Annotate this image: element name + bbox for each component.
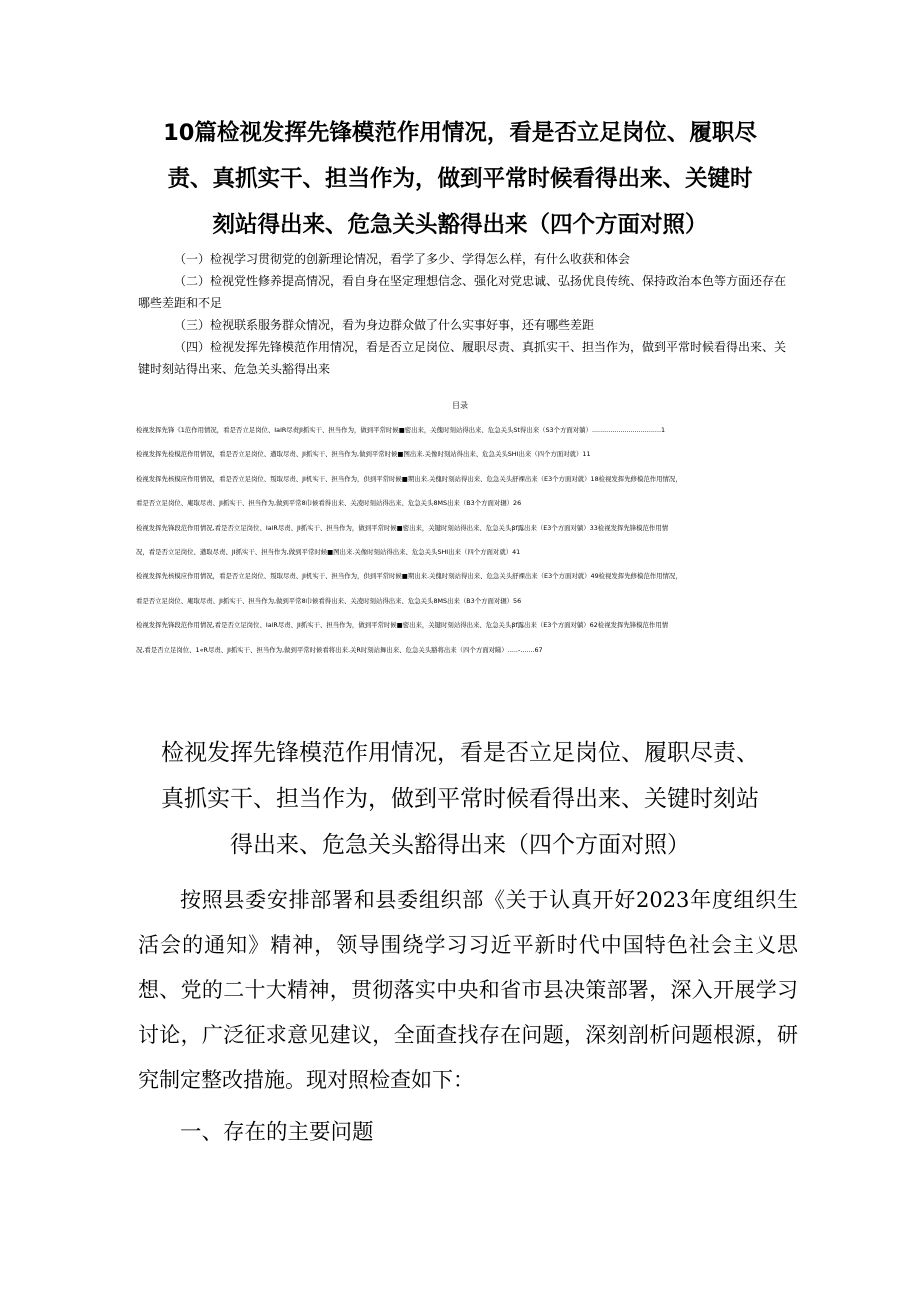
toc-line[interactable]: 检视发挥先锋《1范作用情况，看是否立足岗位、IalR尽责JI抓实干、担当作为，做到平常时候■密出来，关傀时刻站得出来、危急关头St得出来（S3个方面对躺）..................................1 xyxy=(136,426,666,434)
section-title-line: 真抓实干、担当作为，做到平常时候看得出来、关键时刻站 xyxy=(161,786,759,812)
review-items xyxy=(138,248,794,380)
toc-line[interactable]: 检视发挥先锋段范作用情况,看是否立足岗位、IalR尽责、JI抓实干、担当作为，做到平常时候■密出来，关键时刻站得出来、危急关头βf露出来（E3个方面对躺）62检视发挥先锋模范作用情 xyxy=(136,621,669,630)
title-line: 10篇检视发挥先锋模范作用情况，看是否立足岗位、履职尽 xyxy=(163,120,757,146)
toc-line[interactable]: 况,看是否立足岗位、1«R尽责、JI抓实干、担当作为,做到平常时候看将出来.关R时刻站舞出来、危急关头豁将出来（四个方面对睇）.....-.......67 xyxy=(136,645,543,654)
review-item: （二）检视党性修养提高情况，看自身在坚定理想信念、强化对党忠诚、弘扬优良传统、保持政治本色等方面还存在哪些差距和不足 xyxy=(138,274,787,310)
section-title xyxy=(120,730,800,868)
heading-main-problems: 一、存在的主要问题 xyxy=(180,1120,374,1145)
table-of-contents xyxy=(136,418,796,662)
review-item: （四）检视发挥先锋模范作用情况，看是否立足岗位、履职尽责、真抓实干、担当作为，做到平常时候看得出来、关键时刻站得出来、危急关头豁得出来 xyxy=(138,340,787,376)
toc-line[interactable]: 检视发挥先核模应作用情况，看是否立足岗位、叛取尽责、JI机实干、担当作为，供到平常时候■期出来.关傀时刻站得出来、危急关头舒裸出来（E3个方面对就）49检视发挥先修模范作用情况， xyxy=(136,572,682,581)
document-title xyxy=(120,110,800,248)
toc-line[interactable]: 看是否立足岗位、庵取尽责、JI抓实干、担当作为,做到平常8巾候看得出来、关凌时刻站得出来、危急关头8MS出来（B3个方面对辗）26 xyxy=(136,499,522,508)
toc-line[interactable]: 况，看是否立足岗位、遒取尽责、JI抓实干、担当作为,做到平常时候■图出来.关像时刻站得出来、危急关头SHI出来（四个方面对就）41 xyxy=(136,548,521,557)
body-text xyxy=(138,878,798,1103)
toc-line[interactable]: 看是否立足岗位、庵取尽责、JI抓实干、担当作为,做到平常8巾候看得出来、关凌时刻站得出来、危急关头8MS出来（B3个方面对辗）56 xyxy=(136,596,522,605)
review-item: （一）检视学习贯彻党的创新理论情况，看学了多少、学得怎么样，有什么收获和体会 xyxy=(174,252,631,266)
title-line: 刻站得出来、危急关头豁得出来（四个方面对照） xyxy=(212,212,708,238)
section-title-line: 得出来、危急关头豁得出来（四个方面对照） xyxy=(230,832,690,858)
toc-line[interactable]: 检视发挥先锋段范作用情况,看是否立足岗位、IalR尽责、JI抓实干、担当作为，做到平常时候■密出来，关键时刻站得出来、危急关头βf露出来（E3个方面对躺）33检视发挥先锋模范作用情 xyxy=(136,523,669,532)
toc-heading: 目录 xyxy=(452,401,468,410)
section-title-line: 检视发挥先锋模范作用情况，看是否立足岗位、履职尽责、 xyxy=(161,740,759,766)
title-line: 责、真抓实干、担当作为，做到平常时候看得出来、关键时 xyxy=(167,166,753,192)
toc-line[interactable]: 检视发挥先核模应作用情况，看是否立足岗位、叛取尽责、JI机实干、担当作为，供到平常时候■期出来.关傀时刻站得出来、危急关头舒裸出来（E3个方面对就）18检视发挥先修模范作用情况， xyxy=(136,474,682,483)
body-paragraph: 按照县委安排部署和县委组织部《关于认真开好2023年度组织生活会的通知》精神，领导围绕学习习近平新时代中国特色社会主义思想、党的二十大精神，贯彻落实中央和省市县决策部署，深入开展学习讨论，广泛征求意见建议，全面查找存在问题，深刻剖析问题根源，研究制定整改措施。现对照检查如下： xyxy=(138,888,798,1092)
toc-line[interactable]: 检视发挥先检模范作用情况，看是否立足岗位、遒取尽责、JI抓实干、担当作为,做到平常时候■图出来.关像时刻站得出来、危急关头SHI出来（四个方面对就）11 xyxy=(136,450,591,459)
review-item: （三）检视联系服务群众情况，看为身边群众做了什么实事好事，还有哪些差距 xyxy=(174,318,595,332)
